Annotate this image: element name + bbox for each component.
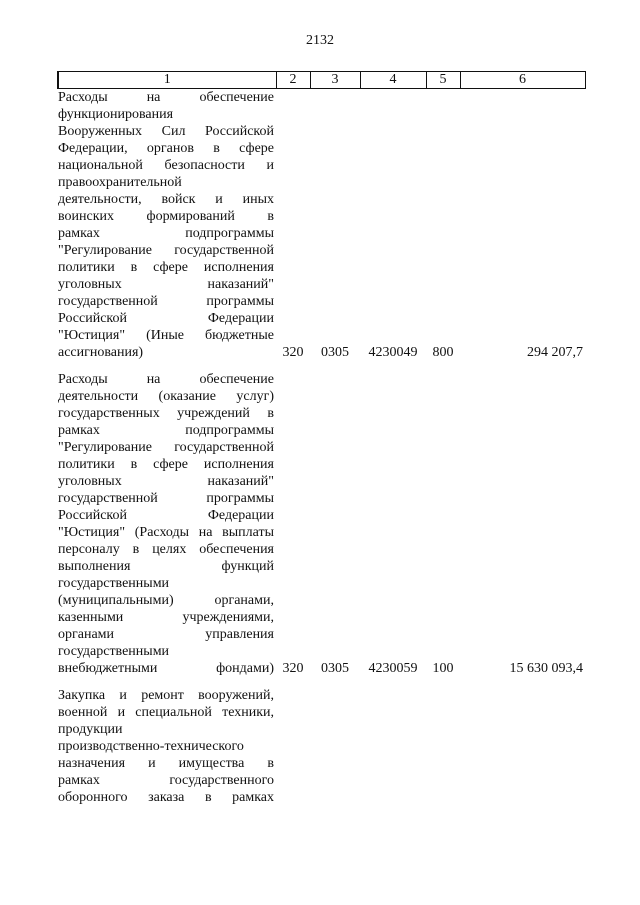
row-target-article-code: 4230049 bbox=[368, 345, 418, 360]
row-section-code: 0305 bbox=[321, 345, 349, 360]
description-line: деятельности (оказание услуг) bbox=[58, 389, 274, 404]
description-line: продукции bbox=[58, 722, 123, 737]
row-expense-type-code bbox=[426, 687, 460, 806]
description-line: оборонного заказа в рамках bbox=[58, 790, 274, 805]
description-line: национальной безопасности и bbox=[58, 158, 274, 173]
row-section-code bbox=[310, 687, 360, 806]
row-amount: 294 207,7 bbox=[527, 345, 583, 360]
description-line: правоохранительной bbox=[58, 175, 182, 190]
description-line: рамках государственного bbox=[58, 773, 274, 788]
table-row bbox=[58, 687, 585, 806]
row-spacer bbox=[58, 361, 585, 371]
row-expense-type-code: 100 bbox=[432, 661, 454, 676]
row-description bbox=[58, 371, 276, 677]
row-section-code: 0305 bbox=[321, 661, 349, 676]
description-line: "Юстиция" (Расходы на выплаты bbox=[58, 525, 274, 540]
header-col-1: 1 bbox=[58, 72, 276, 89]
header-col-2: 2 bbox=[276, 72, 310, 89]
description-line: государственной программы bbox=[58, 294, 274, 309]
row-target-article-code bbox=[360, 687, 426, 806]
row-ministry-code: 320 bbox=[282, 345, 304, 360]
row-spacer bbox=[58, 677, 585, 687]
row-ministry-code bbox=[276, 687, 310, 806]
description-line: Федерации, органов в сфере bbox=[58, 141, 274, 156]
budget-table bbox=[57, 71, 586, 806]
description-line: производственно-технического bbox=[58, 739, 244, 754]
description-line: воинских формирований в bbox=[58, 209, 274, 224]
description-line: рамках подпрограммы bbox=[58, 423, 274, 438]
description-line: выполнения функций bbox=[58, 559, 274, 574]
description-line: функционирования bbox=[58, 107, 174, 122]
description-line: рамках подпрограммы bbox=[58, 226, 274, 241]
row-amount bbox=[460, 687, 585, 806]
description-line: Расходы на обеспечение bbox=[58, 372, 274, 387]
description-line: назначения и имущества в bbox=[58, 756, 274, 771]
header-col-3: 3 bbox=[310, 72, 360, 89]
page-number: 2132 bbox=[306, 33, 334, 48]
description-line: Вооруженных Сил Российской bbox=[58, 124, 274, 139]
row-spacer-cell bbox=[58, 677, 585, 687]
description-line: "Регулирование государственной bbox=[58, 243, 274, 258]
description-line: государственными bbox=[58, 576, 170, 591]
row-spacer-cell bbox=[58, 361, 585, 371]
description-line: государственных учреждений в bbox=[58, 406, 274, 421]
description-line: ассигнования) bbox=[58, 345, 144, 360]
header-col-4: 4 bbox=[360, 72, 426, 89]
description-line: "Юстиция" (Иные бюджетные bbox=[58, 328, 274, 343]
table-row bbox=[58, 371, 585, 677]
description-line: военной и специальной техники, bbox=[58, 705, 274, 720]
row-target-article-code: 4230059 bbox=[368, 661, 418, 676]
description-line: Российской Федерации bbox=[58, 311, 274, 326]
row-description bbox=[58, 687, 276, 806]
description-line: "Регулирование государственной bbox=[58, 440, 274, 455]
description-line: (муниципальными) органами, bbox=[58, 593, 274, 608]
description-line: Расходы на обеспечение bbox=[58, 90, 274, 105]
row-description bbox=[58, 89, 276, 362]
description-line: политики в сфере исполнения bbox=[58, 457, 274, 472]
description-line: Закупка и ремонт вооружений, bbox=[58, 688, 274, 703]
description-line: деятельности, войск и иных bbox=[58, 192, 274, 207]
header-col-6: 6 bbox=[460, 72, 585, 89]
description-line: Российской Федерации bbox=[58, 508, 274, 523]
row-expense-type-code: 800 bbox=[432, 345, 454, 360]
header-col-5: 5 bbox=[426, 72, 460, 89]
table-header bbox=[58, 72, 585, 89]
description-line: органами управления bbox=[58, 627, 274, 642]
description-line: государственной программы bbox=[58, 491, 274, 506]
row-amount: 15 630 093,4 bbox=[509, 661, 583, 676]
description-line: казенными учреждениями, bbox=[58, 610, 274, 625]
description-line: уголовных наказаний" bbox=[58, 474, 274, 489]
description-line: государственными bbox=[58, 644, 170, 659]
row-ministry-code: 320 bbox=[282, 661, 304, 676]
description-line: политики в сфере исполнения bbox=[58, 260, 274, 275]
table-row bbox=[58, 89, 585, 362]
description-line: персоналу в целях обеспечения bbox=[58, 542, 274, 557]
description-line: внебюджетными фондами) bbox=[58, 661, 274, 676]
description-line: уголовных наказаний" bbox=[58, 277, 274, 292]
